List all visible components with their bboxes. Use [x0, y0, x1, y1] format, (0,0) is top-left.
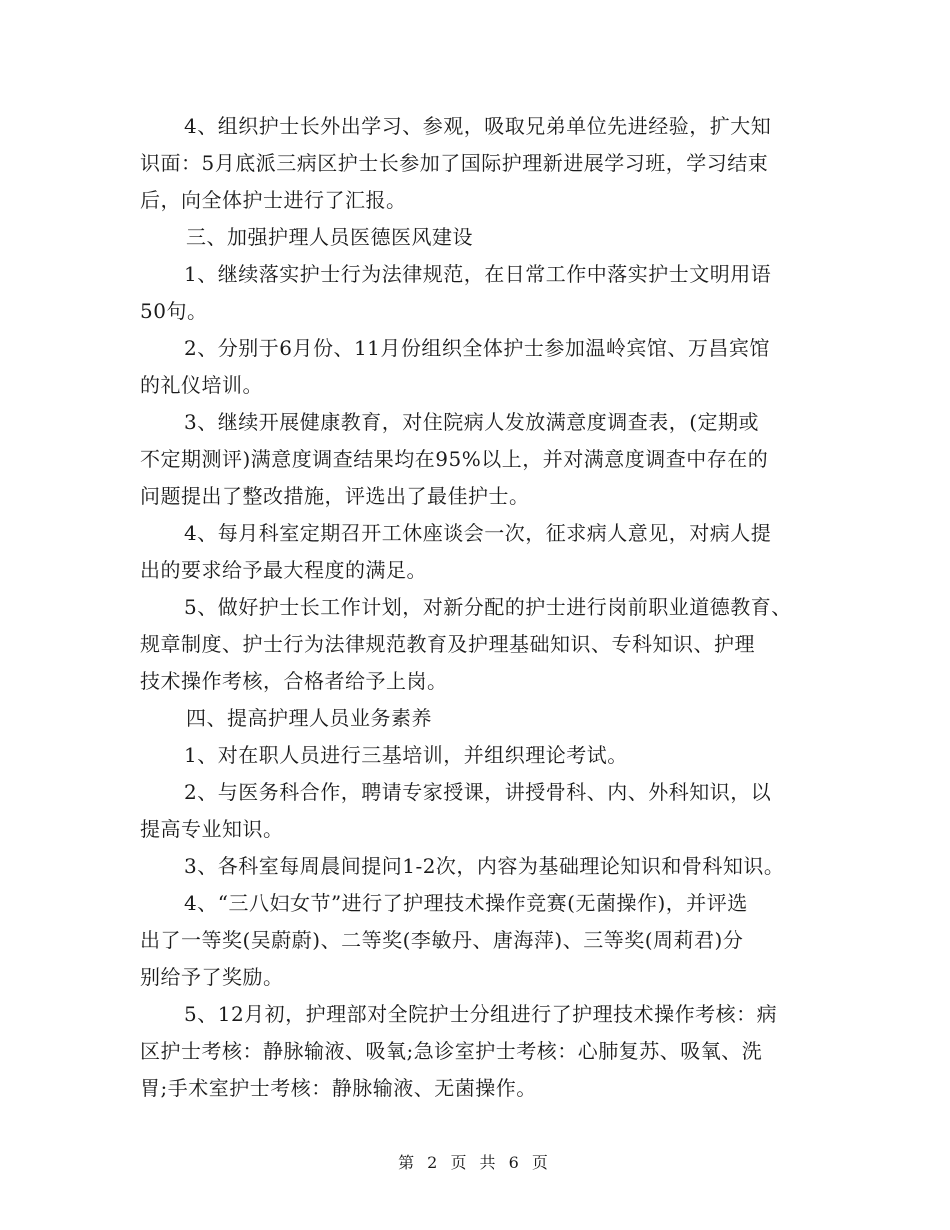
text-line: 胃;手术室护士考核：静脉输液、无菌操作。	[140, 1076, 537, 1100]
text-line: 问题提出了整改措施，评选出了最佳护士。	[140, 484, 530, 508]
text-line: 2、与医务科合作，聘请专家授课，讲授骨科、内、外科知识，以	[184, 780, 772, 804]
text-line: 1、继续落实护士行为法律规范，在日常工作中落实护士文明用语	[184, 262, 772, 286]
text-line: 不定期测评)满意度调查结果均在95%以上，并对满意度调查中存在的	[140, 447, 769, 471]
text-line: 5、做好护士长工作计划，对新分配的护士进行岗前职业道德教育、	[184, 595, 792, 619]
text-line: 后，向全体护士进行了汇报。	[140, 188, 407, 212]
section-heading: 三、加强护理人员医德医风建设	[186, 225, 473, 249]
section-heading: 四、提高护理人员业务素养	[186, 706, 432, 730]
text-line: 别给予了奖励。	[140, 965, 284, 989]
text-line: 1、对在职人员进行三基培训，并组织理论考试。	[184, 743, 628, 767]
text-line: 3、继续开展健康教育，对住院病人发放满意度调查表，(定期或	[184, 410, 760, 434]
text-line: 提高专业知识。	[140, 817, 284, 841]
text-line: 4、组织护士长外出学习、参观，吸取兄弟单位先进经验，扩大知	[184, 114, 772, 138]
text-line: 出的要求给予最大程度的满足。	[140, 558, 427, 582]
text-line: 50句。	[140, 299, 208, 323]
text-line: 3、各科室每周晨间提问1-2次，内容为基础理论知识和骨科知识。	[184, 854, 785, 878]
text-line: 区护士考核：静脉输液、吸氧;急诊室护士考核：心肺复苏、吸氧、洗	[140, 1039, 763, 1063]
text-line: 技术操作考核，合格者给予上岗。	[140, 669, 448, 693]
text-line: 2、分别于6月份、11月份组织全体护士参加温岭宾馆、万昌宾馆	[184, 336, 770, 360]
document-body	[140, 108, 820, 1107]
text-line: 识面：5月底派三病区护士长参加了国际护理新进展学习班，学习结束	[140, 151, 769, 175]
text-line: 出了一等奖(吴蔚蔚)、二等奖(李敏丹、唐海萍)、三等奖(周莉君)分	[140, 928, 744, 952]
text-line: 5、12月初，护理部对全院护士分组进行了护理技术操作考核：病	[184, 1002, 778, 1026]
page-number-footer: 第 2 页 共 6 页	[398, 1153, 552, 1172]
text-line: 4、“三八妇女节”进行了护理技术操作竞赛(无菌操作)，并评选	[184, 891, 748, 915]
text-line: 规章制度、护士行为法律规范教育及护理基础知识、专科知识、护理	[140, 632, 755, 656]
text-line: 4、每月科室定期召开工休座谈会一次，征求病人意见，对病人提	[184, 521, 772, 545]
text-line: 的礼仪培训。	[140, 373, 263, 397]
